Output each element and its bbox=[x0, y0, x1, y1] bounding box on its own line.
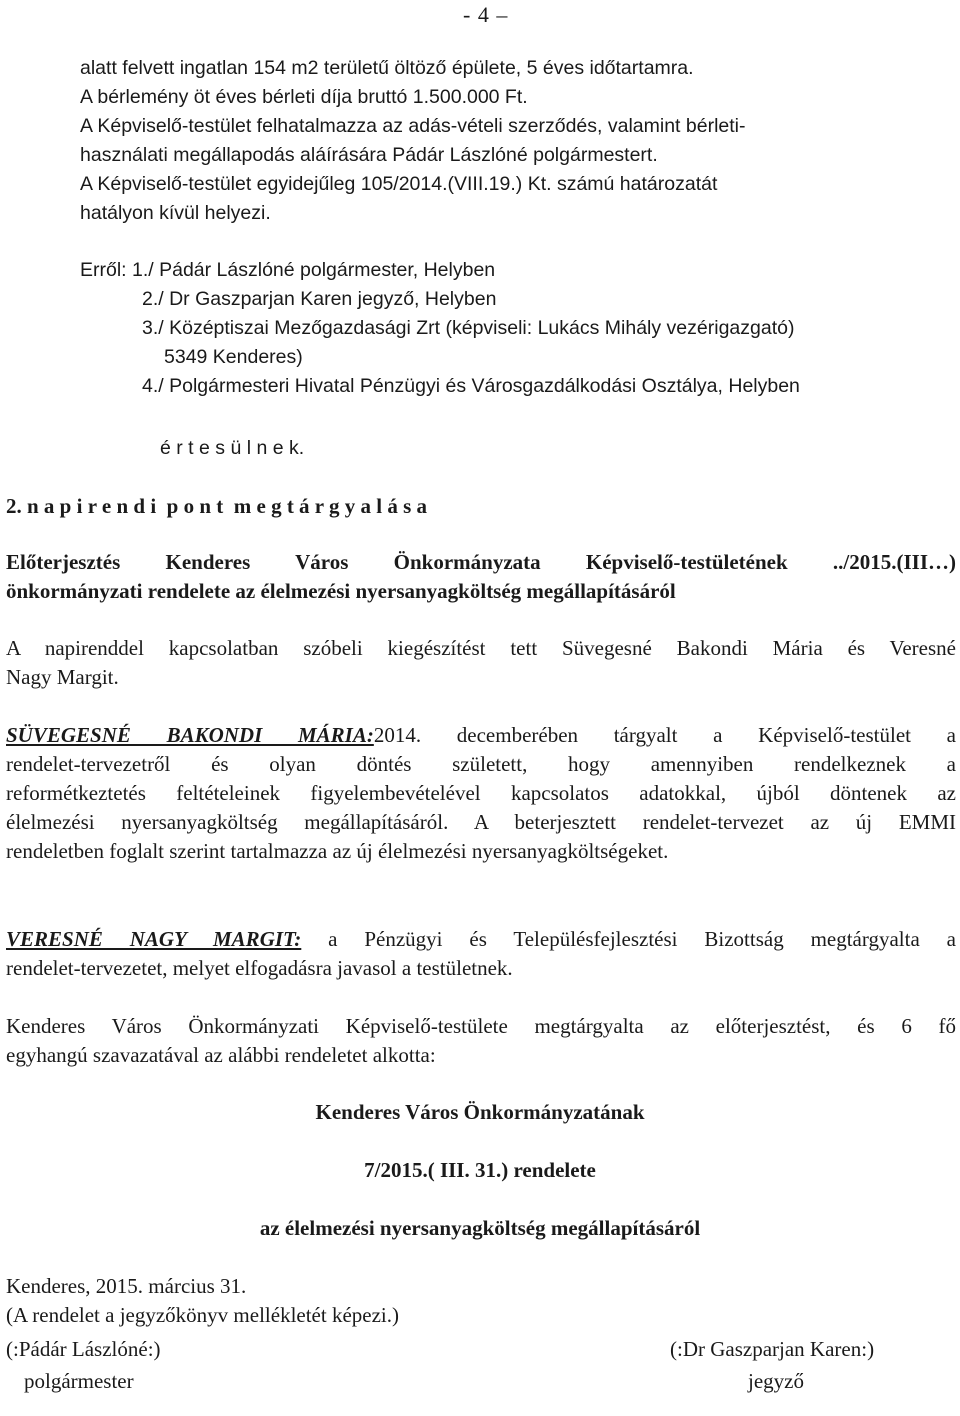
supplement-paragraph bbox=[6, 634, 956, 692]
intro-line: A Képviselő-testület egyidejűleg 105/2014.(VIII.19.) Kt. számú határozatát bbox=[80, 173, 718, 195]
notify-line: 3./ Középtiszai Mezőgazdasági Zrt (képviseli: Lukács Mihály vezérigazgató) bbox=[142, 317, 795, 339]
paragraph-line: rendelet-tervezetről és olyan döntés született, hogy amennyiben rendelkeznek a bbox=[6, 752, 956, 776]
signature-role: polgármester bbox=[24, 1369, 134, 1393]
paragraph-line: rendelet-tervezetet, melyet elfogadásra javasol a testületnek. bbox=[6, 956, 513, 980]
intro-line: A bérlemény öt éves bérleti díja bruttó 1.500.000 Ft. bbox=[80, 86, 528, 108]
decree-subject: az élelmezési nyersanyagköltség megállapításáról bbox=[259, 1216, 701, 1240]
notified-label: é r t e s ü l n e k. bbox=[160, 437, 305, 459]
decision-paragraph bbox=[6, 1012, 956, 1070]
signature-role: jegyző bbox=[748, 1369, 804, 1393]
notification-list bbox=[80, 256, 920, 401]
signature-mayor bbox=[6, 1333, 161, 1397]
paragraph-line: rendeletben foglalt szerint tartalmazza az új élelmezési nyersanyagköltségeket. bbox=[6, 839, 669, 863]
speaker2-paragraph bbox=[6, 925, 956, 983]
decree-number: 7/2015.( III. 31.) rendelete bbox=[364, 1158, 596, 1182]
intro-line: használati megállapodás aláírására Pádár Lászlóné polgármestert. bbox=[80, 144, 658, 166]
footer-notes bbox=[6, 1272, 956, 1330]
signature-notary bbox=[670, 1333, 874, 1397]
paragraph-line: élelmezési nyersanyagköltség megállapításáról. A beterjesztett rendelet-tervezet az új EMMI bbox=[6, 810, 956, 834]
speaker-name: SÜVEGESNÉ BAKONDI MÁRIA: bbox=[6, 723, 374, 747]
intro-line: hatályon kívül helyezi. bbox=[80, 202, 271, 224]
paragraph-line: reformétkeztetés feltételeinek figyelembevételével kapcsolatos adatokkal, újból döntenek az bbox=[6, 781, 956, 805]
notify-line: 4./ Polgármesteri Hivatal Pénzügyi és Városgazdálkodási Osztálya, Helyben bbox=[142, 375, 800, 397]
page-number: - 4 – bbox=[463, 2, 509, 27]
proposal-line: Előterjesztés Kenderes Város Önkormányzata Képviselő-testületének ../2015.(III…) bbox=[6, 550, 956, 574]
agenda-heading: 2. n a p i r e n d i p o n t m e g t á r g y a l á s a bbox=[6, 494, 428, 518]
speaker-text: a Pénzügyi és Településfejlesztési Bizottság megtárgyalta a bbox=[301, 927, 956, 951]
notify-line: 5349 Kenderes) bbox=[164, 346, 303, 368]
notify-line: Erről: 1./ Pádár Lászlóné polgármester, Helyben bbox=[80, 259, 496, 281]
paragraph-line: A napirenddel kapcsolatban szóbeli kiegészítést tett Süvegesné Bakondi Mária és Veresné bbox=[6, 636, 956, 660]
paragraph-line bbox=[6, 721, 956, 750]
paragraph-line bbox=[6, 925, 956, 954]
paragraph-line: egyhangú szavazatával az alábbi rendeletet alkotta: bbox=[6, 1043, 436, 1067]
speaker1-paragraph bbox=[6, 721, 956, 866]
place-date: Kenderes, 2015. március 31. bbox=[6, 1274, 247, 1298]
intro-line: alatt felvett ingatlan 154 m2 területű öltöző épülete, 5 éves időtartamra. bbox=[80, 57, 694, 79]
intro-line: A Képviselő-testület felhatalmazza az adás-vételi szerződés, valamint bérleti- bbox=[80, 115, 746, 137]
decree-title: Kenderes Város Önkormányzatának bbox=[315, 1100, 645, 1124]
signature-name: (:Dr Gaszparjan Karen:) bbox=[670, 1337, 875, 1361]
proposal-line: önkormányzati rendelete az élelmezési nyersanyagköltség megállapításáról bbox=[6, 579, 676, 603]
annex-note: (A rendelet a jegyzőkönyv mellékletét képezi.) bbox=[6, 1303, 400, 1327]
speaker-name: VERESNÉ NAGY MARGIT: bbox=[6, 927, 302, 951]
notify-line: 2./ Dr Gaszparjan Karen jegyző, Helyben bbox=[142, 288, 497, 310]
speaker-text: 2014. decemberében tárgyalt a Képviselő-testület a bbox=[373, 723, 956, 747]
intro-paragraph bbox=[80, 54, 920, 228]
paragraph-line: Nagy Margit. bbox=[6, 665, 119, 689]
paragraph-line: Kenderes Város Önkormányzati Képviselő-testülete megtárgyalta az előterjesztést, és 6 fő bbox=[6, 1014, 956, 1038]
proposal-title bbox=[6, 548, 956, 606]
signature-name: (:Pádár Lászlóné:) bbox=[6, 1337, 161, 1361]
